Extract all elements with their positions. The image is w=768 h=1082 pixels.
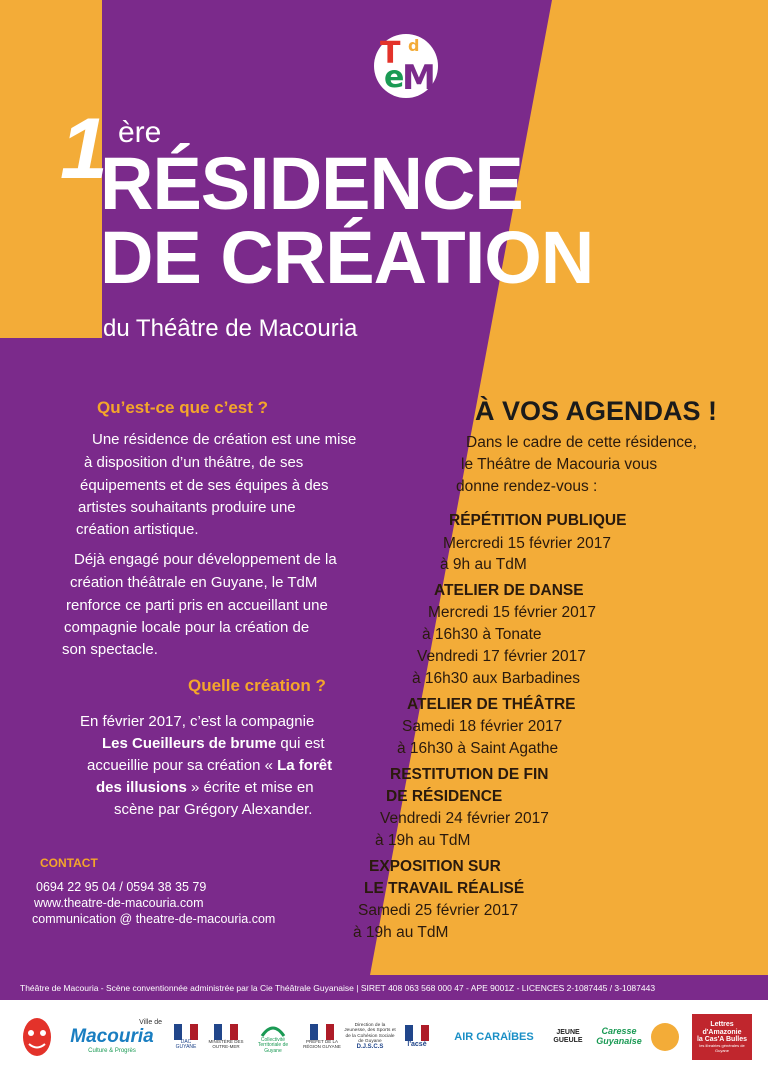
p2-line-4: compagnie locale pour la création de xyxy=(64,619,310,636)
q1-line-4: artistes souhaitants produire une xyxy=(78,499,296,516)
logo-letter-m: M xyxy=(402,58,436,98)
theatre-mask-logo xyxy=(20,1014,54,1060)
q2-line-1: En février 2017, c’est la compagnie xyxy=(80,713,315,730)
p2-line-2: création théâtrale en Guyane, le TdM xyxy=(70,574,318,591)
title-line-1: RÉSIDENCE xyxy=(100,142,523,225)
q2-line-2: Les Cueilleurs de brume qui est xyxy=(102,735,325,752)
sponsor-dac-guyane: DAC GUYANE xyxy=(170,1014,202,1060)
p2-line-1: Déjà engagé pour développement de la xyxy=(74,551,337,568)
sponsor-djscs: Direction de la Jeunesse, des Sports et de la Cohésion Sociale de Guyane D.J.S.C.S xyxy=(344,1023,396,1051)
p2-line-3: renforce ce parti pris en accueillant une xyxy=(66,597,328,614)
event-5-place: à 19h au TdM xyxy=(353,924,449,941)
mask-icon xyxy=(20,1015,54,1059)
event-5-title-1: EXPOSITION SUR xyxy=(369,858,501,875)
q2-line-3: accueillie pour sa création « La forêt xyxy=(87,757,333,774)
ctg-icon xyxy=(260,1020,286,1038)
event-5-date: Samedi 25 février 2017 xyxy=(358,902,519,919)
contact-label: CONTACT xyxy=(40,856,98,870)
contact-phones: 0694 22 95 04 / 0594 38 35 79 xyxy=(36,880,207,894)
agenda-intro-1: Dans le cadre de cette résidence, xyxy=(466,434,697,451)
logo-letter-t: T xyxy=(380,36,401,71)
question-2-heading: Quelle création ? xyxy=(188,676,326,695)
event-5-title-2: LE TRAVAIL RÉALISÉ xyxy=(364,880,525,897)
sponsor-lettres-amazonie: Lettres d'Amazonie la Cas'A Bulles les librairies générales de Guyane xyxy=(692,1014,752,1060)
q2-line-5: scène par Grégory Alexander. xyxy=(114,801,313,818)
sponsor-air-caraibes: AIR CARAÏBES xyxy=(454,1030,534,1043)
event-2-date-2: Vendredi 17 février 2017 xyxy=(417,648,586,665)
sponsor-ctg: Collectivité Territoriale de Guyane xyxy=(250,1014,296,1060)
contact-email[interactable]: communication @ theatre-de-macouria.com xyxy=(32,912,276,926)
agenda-intro-3: donne rendez-vous : xyxy=(456,478,598,495)
q2-line-4: des illusions » écrite et mise en xyxy=(96,779,314,796)
event-4-place: à 19h au TdM xyxy=(375,832,471,849)
q1-line-2: à disposition d’un théâtre, de ses xyxy=(84,454,304,471)
event-4-date: Vendredi 24 février 2017 xyxy=(380,810,549,827)
sponsor-jeune-gueule: JEUNE GUEULE xyxy=(553,1029,583,1044)
logo-letter-d: d xyxy=(408,36,420,55)
subtitle: du Théâtre de Macouria xyxy=(103,315,358,342)
footer-legal: Théâtre de Macouria - Scène conventionnée administrée par la Cie Théâtrale Guyanaise | SIRET 408 063 568 000 47 - APE 9001Z - LICENCES 2-1087445 / 3-1087443 xyxy=(20,983,656,993)
event-1-place: à 9h au TdM xyxy=(440,556,527,573)
q1-line-5: création artistique. xyxy=(76,521,199,538)
ordinal-suffix: ère xyxy=(118,116,162,149)
event-4-title-2: DE RÉSIDENCE xyxy=(386,788,503,805)
event-4-title-1: RESTITUTION DE FIN xyxy=(390,766,549,783)
play-title-part-2: des illusions xyxy=(96,779,187,796)
event-2-date-1: Mercredi 15 février 2017 xyxy=(428,604,596,621)
q1-line-3: équipements et de ses équipes à des xyxy=(80,477,329,494)
tdm-logo xyxy=(374,30,438,102)
event-1-date: Mercredi 15 février 2017 xyxy=(443,535,611,552)
company-name: Les Cueilleurs de brume xyxy=(102,735,277,752)
sponsor-acse: l'acsé xyxy=(400,1014,434,1060)
flag-icon xyxy=(310,1024,334,1040)
flag-icon xyxy=(405,1025,429,1041)
event-1-title: RÉPÉTITION PUBLIQUE xyxy=(449,512,627,529)
agenda-title: À VOS AGENDAS ! xyxy=(475,396,718,426)
sponsor-caresse-guyanaise: Caresse Guyanaise xyxy=(596,1026,642,1046)
q1-line-1: Une résidence de création est une mise xyxy=(92,431,357,448)
ordinal-number: 1 xyxy=(60,101,108,197)
contact-website[interactable]: www.theatre-de-macouria.com xyxy=(34,896,204,910)
agenda-intro-2: le Théâtre de Macouria vous xyxy=(461,456,658,473)
event-3-title: ATELIER DE THÉÂTRE xyxy=(407,696,576,713)
flag-icon xyxy=(214,1024,238,1040)
sponsor-outre-mer: MINISTÈRE DES OUTRE-MER xyxy=(208,1014,244,1060)
badge-icon xyxy=(650,1022,680,1052)
event-3-date: Samedi 18 février 2017 xyxy=(402,718,563,735)
question-1-heading: Qu’est-ce que c’est ? xyxy=(97,398,268,417)
event-2-title: ATELIER DE DANSE xyxy=(434,582,584,599)
play-title-part-1: La forêt xyxy=(277,757,333,774)
sponsor-macouria: Ville de Macouria Culture & Progrès xyxy=(70,1019,162,1054)
logo-letter-e: e xyxy=(384,60,405,95)
sponsor-orange-badge xyxy=(650,1014,680,1060)
flag-icon xyxy=(174,1024,198,1040)
title-line-2: DE CRÉATION xyxy=(100,216,594,299)
sponsor-prefet: PRÉFET DE LA RÉGION GUYANE xyxy=(302,1014,342,1060)
event-2-place-2: à 16h30 aux Barbadines xyxy=(412,670,581,687)
event-2-place-1: à 16h30 à Tonate xyxy=(422,626,542,643)
p2-line-5: son spectacle. xyxy=(62,641,158,658)
event-3-place: à 16h30 à Saint Agathe xyxy=(397,740,559,757)
